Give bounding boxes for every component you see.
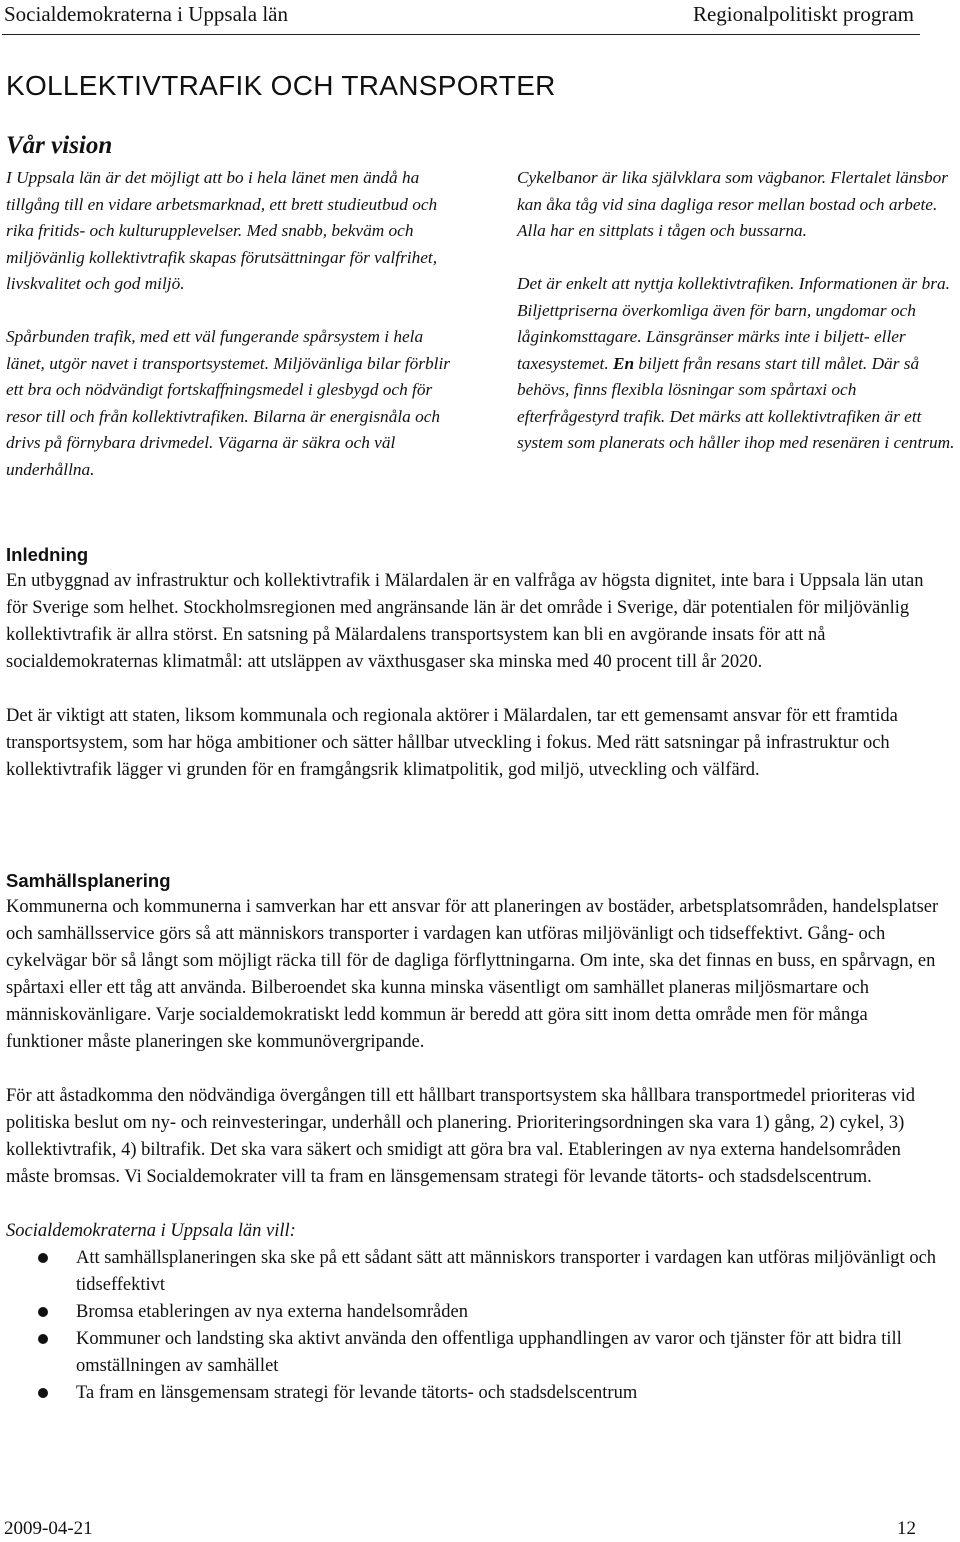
footer-date: 2009-04-21 (4, 1518, 93, 1539)
demands-heading: Socialdemokraterna i Uppsala län vill: (6, 1221, 296, 1241)
list-item: Kommuner och landsting ska aktivt använda den offentliga upphandlingen av varor och tjänster för att bidra till omställningen av samhället (6, 1326, 946, 1380)
vision-paragraph: Spårbunden trafik, med ett väl fungerande spårsystem i hela länet, utgör navet i transportsystemet. Miljövänliga bilar förblir ett bra och nödvändigt fortskaffningsmedel i glesbygd och för resor till och från kollektivtrafiken. Bilarna är energisnåla och drivs på förnybara drivmedel. Vägarna är säkra och väl underhållna. (6, 327, 451, 479)
body-paragraph: En utbyggnad av infrastruktur och kollektivtrafik i Mälardalen är en valfråga av högsta dignitet, inte bara i Uppsala län utan för Sverige som helhet. Stockholmsregionen med angränsande län är det område i Sverige, där potentialen för miljövänlig kollektivtrafik är allra störst. En satsning på Mälardalens transportsystem kan bli en avgörande insats för att nå socialdemokraternas klimatmål: att utsläppen av växthusgaser ska minska med 40 procent till år 2020. (6, 571, 924, 672)
header-document-title: Regionalpolitiskt program (692, 2, 914, 26)
header-divider (2, 34, 920, 35)
page-title: KOLLEKTIVTRAFIK OCH TRANSPORTER (6, 70, 556, 101)
bullet-icon (38, 1307, 48, 1317)
bullet-icon (38, 1253, 48, 1263)
bullet-icon (38, 1388, 48, 1398)
header-organization: Socialdemokraterna i Uppsala län (4, 2, 288, 26)
body-paragraph: Kommunerna och kommunerna i samverkan har ett ansvar för att planeringen av bostäder, arbetsplatsområden, handelsplatser och samhällsservice görs så att människors transporter i vardagen kan utföras miljövänligt och tidseffektivt. Gång- och cykelvägar bör så långt som möjligt räcka till för de dagliga förflyttningarna. Om inte, ska det finnas en buss, en spårvagn, en spårtaxi eller ett tåg att använda. Bilberoendet ska kunna minska väsentligt om samhället planeras miljösmartare och människovänligare. Varje socialdemokratiskt ledd kommun är beredd att göra sitt inom detta område men för många funktioner måste planeringen ske kommunövergripande. (6, 897, 939, 1052)
emphasis-en: En (612, 353, 635, 373)
vision-paragraph: Cykelbanor är lika självklara som vägbanor. Flertalet länsbor kan åka tåg vid sina dagliga resor mellan bostad och arbete. Alla har en sittplats i tågen och bussarna. (517, 168, 949, 240)
vision-left-column (6, 165, 458, 483)
list-item: Bromsa etableringen av nya externa handelsområden (6, 1299, 946, 1326)
samhallsplanering-heading: Samhällsplanering (6, 870, 171, 891)
inledning-heading: Inledning (6, 544, 89, 565)
demands-list (6, 1245, 946, 1407)
page-number: 12 (897, 1518, 916, 1539)
body-paragraph: Det är viktigt att staten, liksom kommunala och regionala aktörer i Mälardalen, tar ett gemensamt ansvar för ett framtida transportsystem, som har höga ambitioner och sätter hållbar utveckling i fokus. Med rätt satsningar på infrastruktur och kollektivtrafik lägger vi grunden för en framgångsrik klimatpolitik, god miljö, utveckling och välfärd. (6, 706, 898, 780)
samhallsplanering-section (6, 867, 946, 1407)
page-header (0, 0, 960, 30)
bullet-icon (38, 1334, 48, 1344)
vision-paragraph: I Uppsala län är det möjligt att bo i hela länet men ändå ha tillgång till en vidare arbetsmarknad, ett brett studieutbud och rika fritids- och kulturupplevelser. Med snabb, bekväm och miljövänlig kollektivtrafik skapas förutsättningar för valfrihet, livskvalitet och god miljö. (6, 168, 438, 293)
list-item: Att samhällsplaneringen ska ske på ett sådant sätt att människors transporter i vardagen kan utföras miljövänligt och tidseffektivt (6, 1245, 946, 1299)
inledning-section (6, 541, 946, 784)
body-paragraph: För att åstadkomma den nödvändiga övergången till ett hållbart transportsystem ska hållbara transportmedel prioriteras vid politiska beslut om ny- och reinvesteringar, underhåll och planering. Prioriteringsordningen ska vara 1) gång, 2) cykel, 3) kollektivtrafik, 4) biltrafik. Det ska vara säkert och smidigt att göra bra val. Etableringen av nya externa handelsområden måste bromsas. Vi Socialdemokrater vill ta fram en länsgemensam strategi för levande tätorts- och stadsdelscentrum. (6, 1086, 915, 1187)
vision-right-column (517, 165, 960, 457)
list-item: Ta fram en länsgemensam strategi för levande tätorts- och stadsdelscentrum (6, 1380, 946, 1407)
vision-heading: Vår vision (6, 132, 113, 159)
vision-paragraph: Det är enkelt att nyttja kollektivtrafiken. Informationen är bra. Biljettpriserna överkomliga även för barn, ungdomar och låginkomsttagare. Länsgränser märks inte i biljett- eller taxesystemet. En biljett från resans start till målet. Där så behövs, finns flexibla lösningar som spårtaxi och efterfrågestyrd trafik. Det märks att kollektivtrafiken är ett system som planerats och håller ihop med resenären i centrum. (517, 274, 955, 452)
